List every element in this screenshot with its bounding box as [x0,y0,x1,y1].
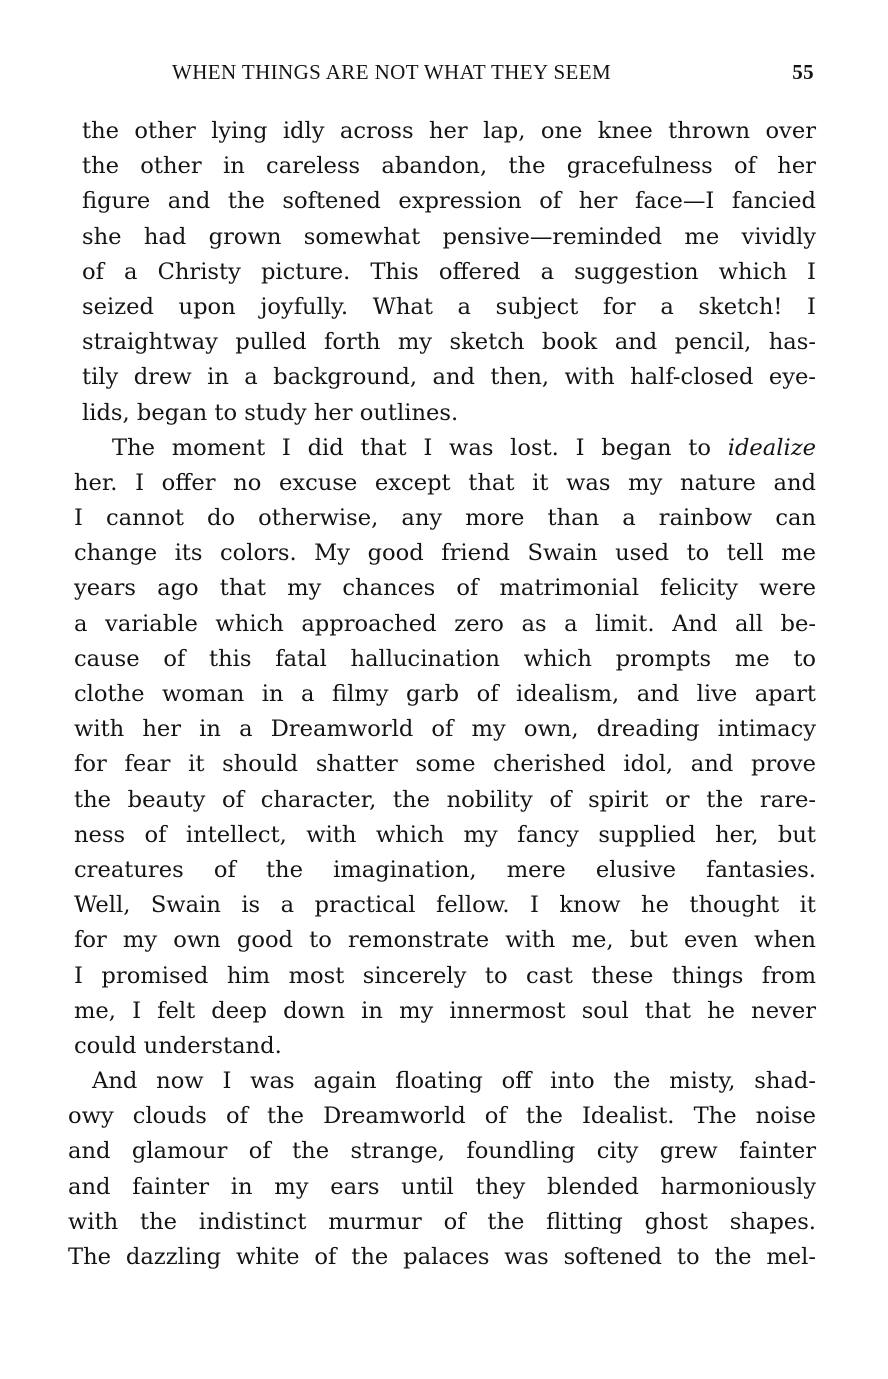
text-line: tily drew in a background, and then, with half-closed eye- [82,364,816,391]
text-line: And now I was again floating off into the misty, shad- [92,1068,816,1095]
text-line: change its colors. My good friend Swain used to tell me [74,540,816,567]
text-line: her. I offer no excuse except that it was my nature and [74,469,816,496]
text-line: and fainter in my ears until they blended harmoniously [68,1173,816,1200]
text-line: could understand. [74,1032,282,1059]
paragraph-3 [68,1064,816,1275]
text-line: lids, began to study her outlines. [82,399,459,426]
text-line: and glamour of the strange, foundling city grew fainter [68,1138,816,1165]
running-head [172,60,814,90]
text-line: I promised him most sincerely to cast these things from [74,962,816,989]
italic-word: idealize [727,434,816,461]
text-line: straightway pulled forth my sketch book and pencil, has- [82,329,816,356]
text-line: years ago that my chances of matrimonial felicity were [74,575,816,602]
text-line: the other lying idly across her lap, one knee thrown over [82,118,816,144]
body-text [68,114,816,1275]
text-line: Well, Swain is a practical fellow. I know he thought it [74,892,816,919]
text-line: me, I felt deep down in my innermost soul that he never [74,997,816,1024]
text-line: she had grown somewhat pensive—reminded me vividly [82,223,816,250]
text-line [74,431,816,466]
text-line: creatures of the imagination, mere elusive fantasies. [74,856,816,883]
text-line: clothe woman in a filmy garb of idealism, and live apart [74,681,816,707]
text-line: seized upon joyfully. What a subject for a sketch! I [82,293,816,320]
paragraph-1 [68,114,816,431]
text-line: figure and the softened expression of her face—I fancied [82,188,816,215]
running-title: WHEN THINGS ARE NOT WHAT THEY SEEM [172,60,612,84]
text-line: the other in careless abandon, the gracefulness of her [82,153,816,180]
text-line: for my own good to remonstrate with me, but even when [74,927,816,954]
text-line: a variable which approached zero as a limit. And all be- [74,610,816,637]
text-line: for fear it should shatter some cherished idol, and prove [74,751,816,778]
text-line: with the indistinct murmur of the flitting ghost shapes. [68,1208,816,1235]
text-run: The moment I did that I was lost. I began to [112,434,728,461]
paragraph-2 [68,431,816,1064]
text-line: owy clouds of the Dreamworld of the Idealist. The noise [68,1103,816,1130]
text-line: The dazzling white of the palaces was softened to the mel- [68,1244,816,1270]
text-line: of a Christy picture. This offered a suggestion which I [82,258,816,285]
text-line: cause of this fatal hallucination which prompts me to [74,645,816,672]
page-number: 55 [792,60,814,84]
text-line: ness of intellect, with which my fancy supplied her, but [74,821,816,848]
text-line: with her in a Dreamworld of my own, dreading intimacy [74,716,816,743]
text-line: I cannot do otherwise, any more than a rainbow can [74,505,816,532]
text-line: the beauty of character, the nobility of spirit or the rare- [74,786,816,813]
